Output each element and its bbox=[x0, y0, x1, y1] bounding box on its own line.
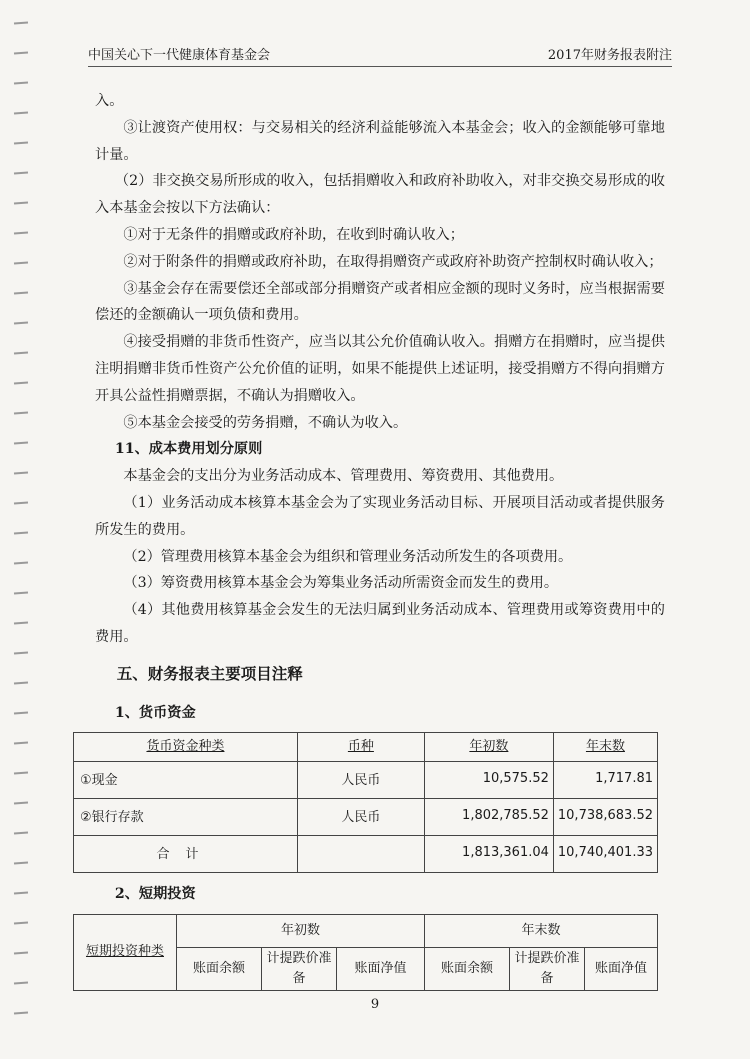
table-header-row bbox=[74, 915, 658, 948]
paragraph: ③基金会存在需要偿还全部或部分捐赠资产或者相应金额的现时义务时，应当根据需要偿还的金额确认一项负债和费用。 bbox=[95, 280, 665, 324]
table-header-row bbox=[74, 733, 658, 762]
table-row bbox=[74, 799, 658, 836]
cell-end: 10,738,683.52 bbox=[553, 799, 657, 836]
cell-currency: 人民币 bbox=[297, 762, 424, 799]
paragraph: （2）管理费用核算本基金会为组织和管理业务活动所发生的各项费用。 bbox=[123, 548, 573, 565]
page-header bbox=[88, 40, 672, 67]
paragraph: （2）非交换交易所形成的收入，包括捐赠收入和政府补助收入，对非交换交易形成的收入本基金会按以下方法确认： bbox=[95, 173, 665, 217]
paragraph: （4）其他费用核算基金会发生的无法归属到业务活动成本、管理费用或筹资费用中的费用。 bbox=[95, 602, 665, 645]
paragraph: （3）筹资费用核算本基金会为筹集业务活动所需资金而发生的费用。 bbox=[123, 575, 559, 592]
paragraph: ④接受捐赠的非货币性资产，应当以其公允价值确认收入。捐赠方在捐赠时，应当提供注明捐赠非货币性资产公允价值的证明，如果不能提供上述证明，接受捐赠方不得向捐赠方开具公益性捐赠票据，不确认为捐赠收入。 bbox=[95, 334, 665, 404]
header-cell: 年末数 bbox=[553, 733, 657, 762]
paragraph: ③让渡资产使用权：与交易相关的经济利益能够流入本基金会；收入的金额能够可靠地计量。 bbox=[95, 119, 665, 163]
subheader-cell: 计提跌价准备 bbox=[510, 948, 585, 991]
page-body bbox=[80, 88, 665, 991]
cell-name: ②银行存款 bbox=[74, 799, 298, 836]
cash-title: 1、货币资金 bbox=[114, 704, 196, 721]
invest-title: 2、短期投资 bbox=[114, 886, 196, 903]
header-kind: 短期投资种类 bbox=[74, 915, 177, 991]
cell-begin: 1,802,785.52 bbox=[424, 799, 553, 836]
header-cell: 年初数 bbox=[424, 733, 553, 762]
header-begin: 年初数 bbox=[177, 915, 425, 948]
header-org: 中国关心下一代健康体育基金会 bbox=[88, 48, 271, 63]
header-cell: 币种 bbox=[297, 733, 424, 762]
cell-begin: 10,575.52 bbox=[424, 762, 553, 799]
paragraph: 本基金会的支出分为业务活动成本、管理费用、筹资费用、其他费用。 bbox=[123, 468, 564, 485]
paragraph: ⑤本基金会接受的劳务捐赠，不确认为收入。 bbox=[123, 414, 408, 431]
short-investment-table bbox=[73, 914, 658, 991]
cell-currency: 人民币 bbox=[297, 799, 424, 836]
page-number: 9 bbox=[370, 997, 380, 1012]
cell-name: ①现金 bbox=[74, 762, 298, 799]
cash-table bbox=[73, 732, 658, 873]
paragraph: ①对于无条件的捐赠或政府补助，在收到时确认收入； bbox=[123, 226, 464, 243]
cell-empty bbox=[297, 836, 424, 873]
section-5-title: 五、财务报表主要项目注释 bbox=[116, 663, 303, 683]
paragraph: 入。 bbox=[95, 93, 124, 109]
subheader-cell: 账面净值 bbox=[585, 948, 658, 991]
section-11-title: 11、成本费用划分原则 bbox=[114, 441, 263, 458]
subheader-cell: 计提跌价准备 bbox=[262, 948, 337, 991]
cell-total-label: 合计 bbox=[74, 836, 298, 873]
header-cell: 货币资金种类 bbox=[74, 733, 298, 762]
paragraph: ②对于附条件的捐赠或政府补助，在取得捐赠资产或政府补助资产控制权时确认收入； bbox=[123, 253, 663, 270]
cell-total-end: 10,740,401.33 bbox=[553, 836, 657, 873]
cell-end: 1,717.81 bbox=[553, 762, 657, 799]
header-end: 年末数 bbox=[425, 915, 658, 948]
header-doc-title: 2017年财务报表附注 bbox=[547, 48, 672, 63]
paragraph: （1）业务活动成本核算本基金会为了实现业务活动目标、开展项目活动或者提供服务所发生的费用。 bbox=[95, 494, 665, 538]
subheader-cell: 账面余额 bbox=[425, 948, 510, 991]
subheader-cell: 账面净值 bbox=[337, 948, 425, 991]
cell-total-begin: 1,813,361.04 bbox=[424, 836, 553, 873]
subheader-cell: 账面余额 bbox=[177, 948, 262, 991]
table-row bbox=[74, 762, 658, 799]
table-total-row bbox=[74, 836, 658, 873]
binding-margin bbox=[0, 0, 40, 1059]
